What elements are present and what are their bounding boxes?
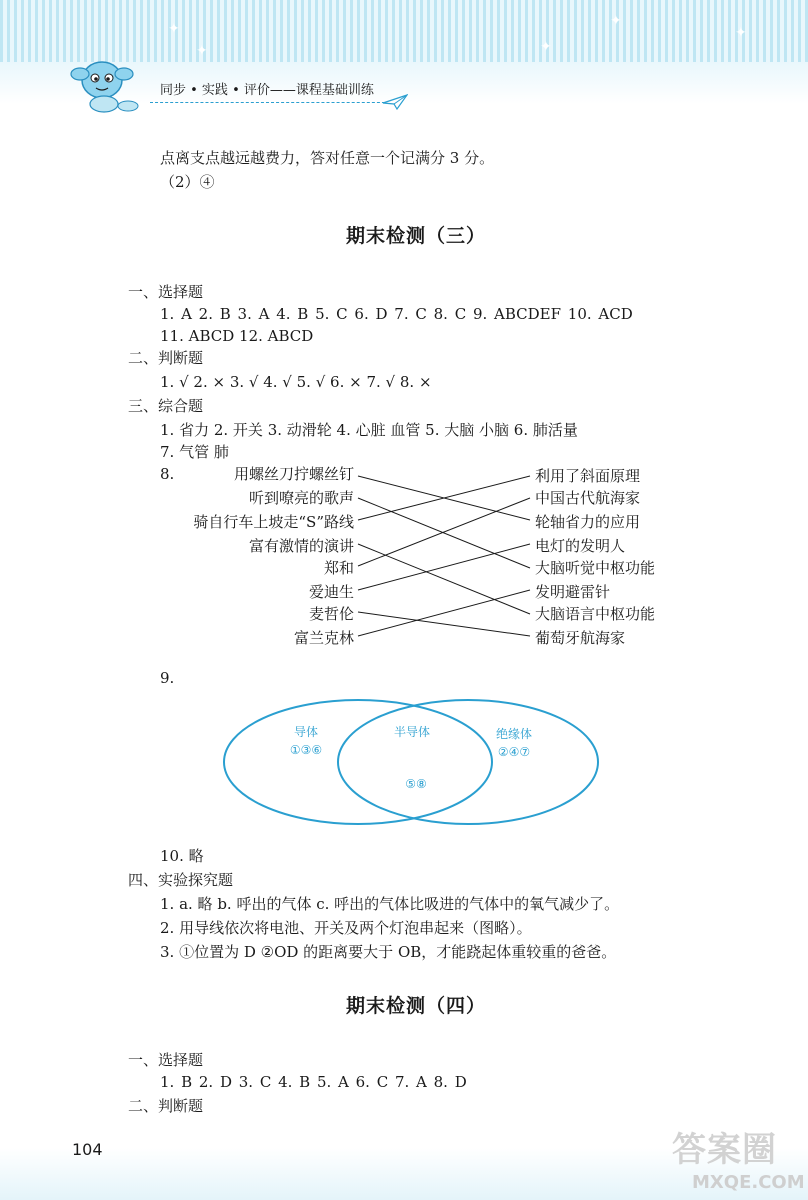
matching-right-item: 大脑语言中枢功能 (535, 605, 656, 623)
answer-line: 2. 用导线依次将电池、开关及两个灯泡串起来（图略）。 (160, 919, 532, 937)
venn-middle-title: 半导体 (393, 725, 431, 739)
star-icon: ✦ (168, 21, 180, 37)
prev-answer-line: （2）④ (160, 173, 215, 191)
question-label: 8. (160, 465, 175, 483)
series-title: 同步 • 实践 • 评价——课程基础训练 (160, 83, 374, 98)
watermark: 答案圈 (672, 1130, 777, 1170)
matching-left-item: 听到嘹亮的歌声 (248, 489, 354, 507)
answer-line: 1. a. 略 b. 呼出的气体 c. 呼出的气体比吸进的气体中的氧气减少了。 (160, 895, 620, 913)
matching-left-item: 郑和 (323, 559, 354, 577)
matching-left-item: 骑自行车上坡走“S”路线 (193, 513, 354, 531)
star-icon: ✦ (735, 25, 747, 41)
answer-line: 1. B 2. D 3. C 4. B 5. A 6. C 7. A 8. D (160, 1073, 467, 1091)
answer-line: 1. √ 2. × 3. √ 4. √ 5. √ 6. × 7. √ 8. × (160, 373, 432, 391)
matching-right-item: 电灯的发明人 (535, 537, 626, 555)
venn-right-circle (338, 700, 598, 824)
venn-right-title: 绝缘体 (495, 727, 533, 741)
matching-left-item: 用螺丝刀拧螺丝钉 (233, 465, 354, 483)
matching-left-item: 富兰克林 (293, 629, 354, 647)
matching-left-item: 爱迪生 (308, 583, 354, 601)
venn-left-items: ①③⑥ (289, 743, 323, 757)
matching-right-item: 中国古代航海家 (535, 489, 641, 507)
prev-answer-line: 点离支点越远越费力，答对任意一个记满分 3 分。 (160, 149, 495, 167)
part-heading: 二、判断题 (128, 1097, 204, 1115)
answer-line: 7. 气管 肺 (160, 443, 229, 461)
matching-right-item: 利用了斜面原理 (535, 467, 641, 485)
answer-line: 1. A 2. B 3. A 4. B 5. C 6. D 7. C 8. C 9. ABCDEF 10. ACD (160, 305, 633, 323)
part-heading: 四、实验探究题 (128, 871, 234, 889)
matching-line (358, 612, 530, 636)
question-label: 9. (160, 669, 175, 687)
exam-4-title: 期末检测（四） (346, 995, 487, 1017)
part-heading: 二、判断题 (128, 349, 204, 367)
matching-line (358, 544, 530, 614)
part-heading: 一、选择题 (128, 1051, 204, 1069)
venn-left-circle (224, 700, 492, 824)
venn-right-items: ②④⑦ (497, 745, 531, 759)
matching-right-item: 大脑听觉中枢功能 (535, 559, 656, 577)
answer-line: 1. 省力 2. 开关 3. 动滑轮 4. 心脏 血管 5. 大脑 小脑 6. 肺活量 (160, 421, 578, 439)
matching-left-item: 麦哲伦 (308, 605, 354, 623)
watermark-url: MXQE.COM (692, 1172, 805, 1193)
page-number: 104 (72, 1140, 103, 1159)
matching-right-item: 轮轴省力的应用 (535, 513, 641, 531)
venn-middle-items: ⑤⑧ (405, 777, 427, 791)
part-heading: 一、选择题 (128, 283, 204, 301)
matching-line (358, 544, 530, 590)
matching-left-item: 富有激情的演讲 (248, 537, 354, 555)
venn-diagram (220, 696, 604, 828)
answer-line: 11. ABCD 12. ABCD (160, 327, 314, 345)
matching-right-item: 葡萄牙航海家 (535, 629, 626, 647)
star-icon: ✦ (196, 43, 208, 59)
part-heading: 三、综合题 (128, 397, 204, 415)
venn-left-title: 导体 (293, 725, 319, 739)
star-icon: ✦ (610, 13, 622, 29)
answer-line: 3. ①位置为 D ②OD 的距离要大于 OB，才能跷起体重较重的爸爸。 (160, 943, 617, 961)
matching-line (358, 590, 530, 636)
matching-right-item: 发明避雷针 (535, 583, 611, 601)
exam-3-title: 期末检测（三） (346, 225, 487, 247)
answer-line: 10. 略 (160, 847, 204, 865)
star-icon: ✦ (540, 39, 552, 55)
